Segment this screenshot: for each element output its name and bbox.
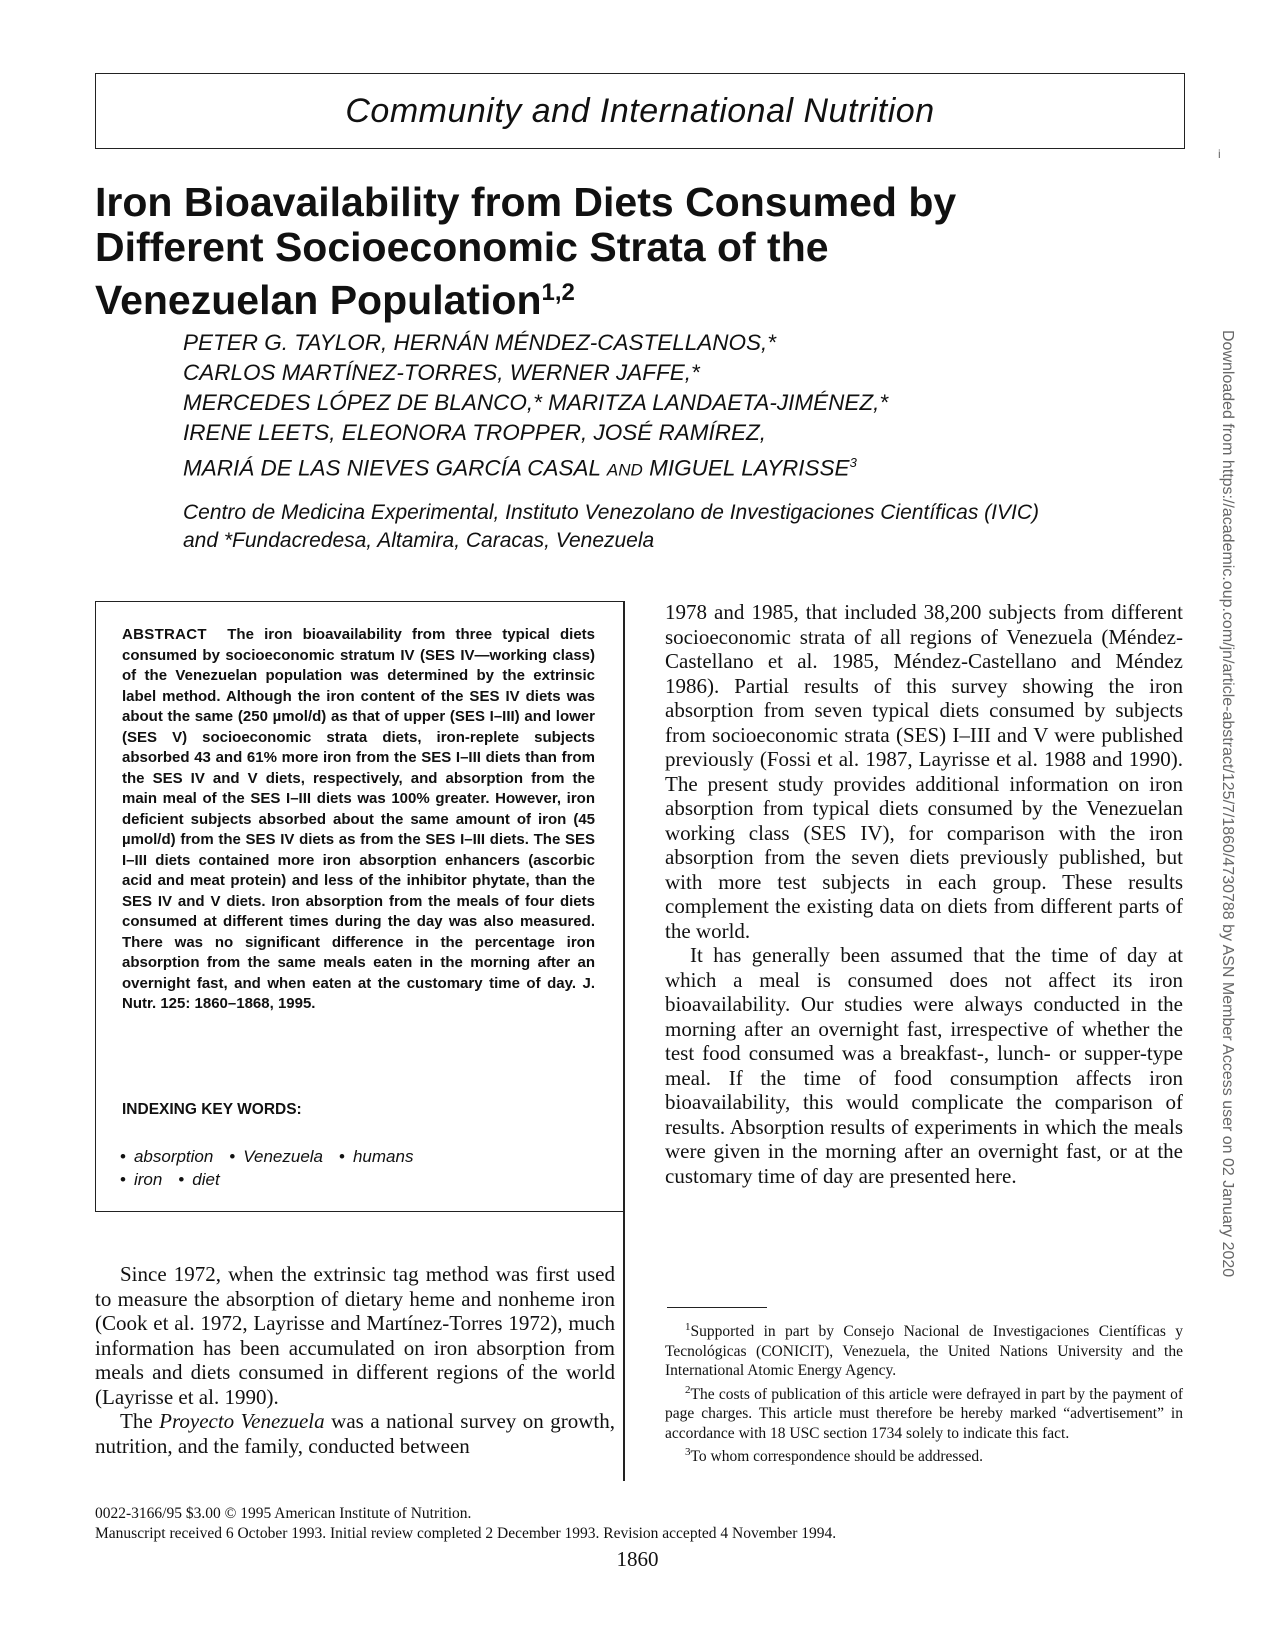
affiliation-line: Centro de Medicina Experimental, Instituto Venezolano de Investigaciones Científicas (IVIC) xyxy=(183,501,1039,524)
author-line: PETER G. TAYLOR, HERNÁN MÉNDEZ-CASTELLANOS,* xyxy=(183,330,777,355)
footnote-number: 3 xyxy=(685,1446,691,1459)
author-line: MERCEDES LÓPEZ DE BLANCO,* MARITZA LANDAETA-JIMÉNEZ,* xyxy=(183,390,889,415)
keyword: absorption xyxy=(133,1147,214,1166)
footnote-text: Supported in part by Consejo Nacional de Investigaciones Científicas y Tecnológicas (CONICIT), Venezuela, the United Nations University and the International Atomic Energy Agency. xyxy=(665,1323,1183,1380)
author-conjunction: AND xyxy=(606,460,643,480)
section-heading-box xyxy=(95,73,1185,149)
author-line: IRENE LEETS, ELEONORA TROPPER, JOSÉ RAMÍREZ, xyxy=(183,420,767,445)
page-number: 1860 xyxy=(616,1547,659,1571)
footnote-number: 2 xyxy=(685,1383,691,1396)
body-paragraph: Since 1972, when the extrinsic tag method was first used to measure the absorption of dietary heme and nonheme iron (Cook et al. 1972, Layrisse and Martínez-Torres 1972), much information has been accumulated on iron absorption from meals and diets consumed in different regions of the world (Layrisse et al. 1990). xyxy=(95,1262,615,1409)
abstract-text: The iron bioavailability from three typical diets consumed by socioeconomic stratum IV (SES IV—working class) of the Venezuelan population was determined by the extrinsic label method. Although the iron content of the SES IV diets was about the same (250 µmol/d) as that of upper (SES I–III) and lower (SES V) socioeconomic strata diets, iron-replete subjects absorbed 43 and 61% more iron from the SES I–III diets than from the SES IV and V diets, respectively, and absorption from the main meal of the SES I–III diets was 100% greater. However, iron deficient subjects absorbed about the same amount of iron (45 µmol/d) from the SES IV diets as from the SES I–III diets. The SES I–III diets contained more iron absorption enhancers (ascorbic acid and meat protein) and less of the inhibitor phytate, than the SES IV and V diets. Iron absorption from the meals of four diets consumed at different times during the day was also measured. There was no significant difference in the percentage iron absorption from the same meals eaten in the morning after an overnight fast, and when eaten at the customary time of day. J. Nutr. 125: 1860–1868, 1995. xyxy=(122,626,595,1012)
keyword: diet xyxy=(192,1170,220,1189)
side-mark: i xyxy=(1218,147,1221,161)
author-list xyxy=(183,328,1123,486)
survey-name: Proyecto Venezuela xyxy=(159,1409,325,1433)
affiliation xyxy=(183,499,1183,555)
manuscript-dates: Manuscript received 6 October 1993. Initial review completed 2 December 1993. Revision accepted 4 November 1994. xyxy=(95,1525,837,1542)
copyright-line: 0022-3166/95 $3.00 © 1995 American Institute of Nutrition. xyxy=(95,1505,472,1522)
title-footnote-marks: 1,2 xyxy=(541,279,575,306)
article-title xyxy=(95,180,1055,323)
download-watermark: Downloaded from https://academic.oup.com/jn/article-abstract/125/7/1860/4730788 by ASN Member Access user on 02 January 2020 xyxy=(1219,330,1236,1278)
footnote xyxy=(665,1381,1183,1444)
body-left-column xyxy=(95,1262,615,1458)
author-line xyxy=(183,448,1123,486)
keyword: Venezuela xyxy=(243,1147,324,1166)
author-line: CARLOS MARTÍNEZ-TORRES, WERNER JAFFE,* xyxy=(183,360,700,385)
article-title-text: Iron Bioavailability from Diets Consumed by Different Socioeconomic Strata of the Venezuelan Population xyxy=(95,179,957,323)
abstract xyxy=(122,625,595,1015)
body-paragraph xyxy=(95,1409,615,1458)
keyword: iron xyxy=(133,1170,163,1189)
abstract-label: ABSTRACT xyxy=(122,626,207,643)
body-right-column xyxy=(665,600,1183,1188)
footnote xyxy=(665,1443,1183,1467)
keywords-list xyxy=(118,1145,413,1191)
footnote-number: 1 xyxy=(685,1321,691,1333)
footnote-text: To whom correspondence should be addressed. xyxy=(690,1448,983,1466)
body-paragraph: 1978 and 1985, that included 38,200 subjects from different socioeconomic strata of all regions of Venezuela (Méndez-Castellano et al. 1985, Méndez-Castellano and Méndez 1986). Partial results of this survey showing the iron absorption from seven typical diets consumed by subjects from socioeconomic strata (SES) I–III and V were published previously (Fossi et al. 1987, Layrisse et al. 1988 and 1990). The present study provides additional information on iron absorption from typical diets consumed by the Venezuelan working class (SES IV), for comparison with the iron absorption from the seven diets previously published, but with more test subjects in each group. These results complement the existing data on diets from different parts of the world. xyxy=(665,600,1183,943)
keywords-heading: INDEXING KEY WORDS: xyxy=(122,1101,302,1118)
affiliation-line: and *Fundacredesa, Altamira, Caracas, Venezuela xyxy=(183,529,655,552)
keyword: humans xyxy=(352,1147,414,1166)
author-footnote-mark: 3 xyxy=(849,455,857,470)
footnote-text: The costs of publication of this article were defrayed in part by the payment of page charges. This article must therefore be hereby marked “advertisement” in accordance with 18 USC section 1734 solely to indicate this fact. xyxy=(665,1385,1183,1442)
keywords-row: • absorption • Venezuela • humans xyxy=(120,1147,414,1166)
body-paragraph: It has generally been assumed that the time of day at which a meal is consumed does not affect its iron bioavailability. Our studies were always conducted in the morning after an overnight fast, irrespective of whether the test food consumed was a breakfast-, lunch- or supper-type meal. If the time of food consumption affects iron bioavailability, this would complicate the comparison of results. Absorption results of experiments in which the meals were given in the morning after an overnight fast, or at the customary time of day are presented here. xyxy=(665,943,1183,1188)
column-divider xyxy=(623,601,625,1481)
author-names: MIGUEL LAYRISSE xyxy=(649,455,850,481)
section-heading: Community and International Nutrition xyxy=(345,91,935,130)
publication-info xyxy=(95,1504,1195,1544)
footnote xyxy=(665,1318,1183,1381)
body-text: was a national survey on growth, nutrition, and the family, conducted between xyxy=(95,1409,616,1458)
footnotes xyxy=(665,1318,1183,1467)
body-text: The xyxy=(120,1409,153,1433)
footnote-rule xyxy=(667,1307,767,1308)
keywords-row: • iron • diet xyxy=(120,1170,220,1189)
author-names: MARIÁ DE LAS NIEVES GARCÍA CASAL xyxy=(183,455,601,481)
